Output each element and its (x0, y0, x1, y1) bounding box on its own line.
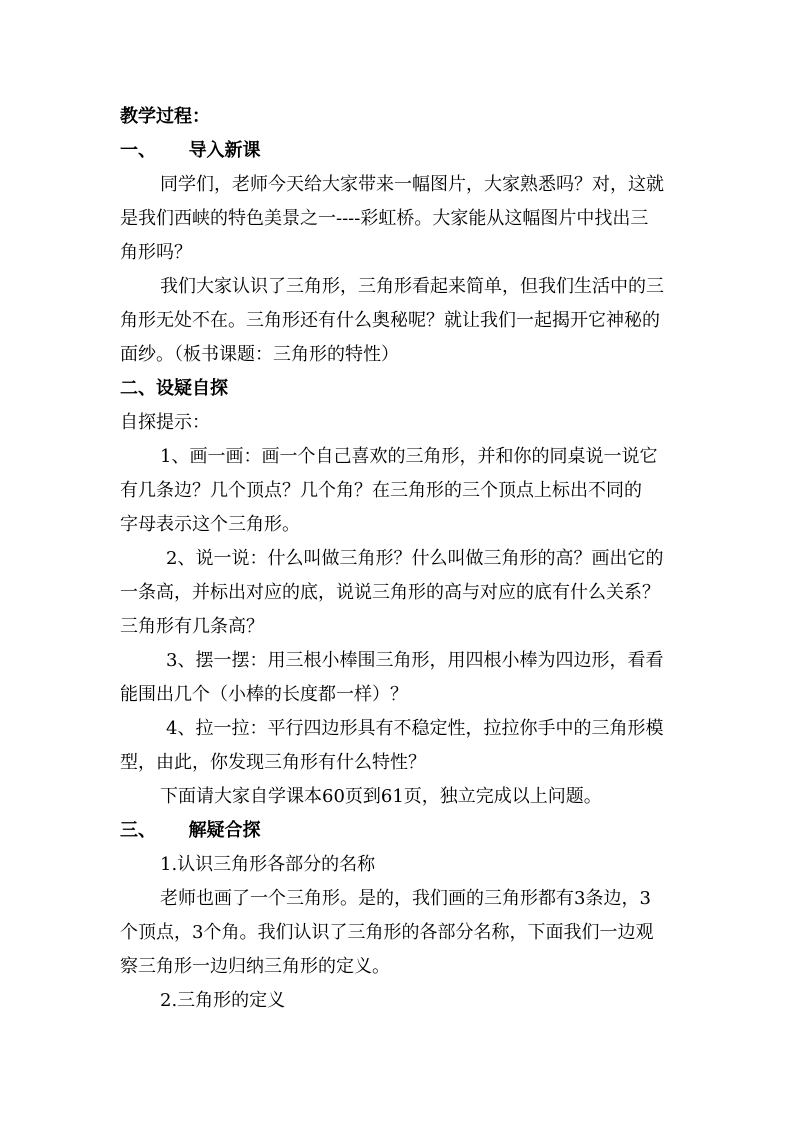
section2-item1-line3: 字母表示这个三角形。 (120, 514, 300, 535)
section3-p1-line2: 个顶点，3个角。我们认识了三角形的各部分名称，下面我们一边观 (120, 922, 654, 943)
section3-subheading2: 2.三角形的定义 (160, 990, 286, 1011)
section1-p1-line1: 同学们，老师今天给大家带来一幅图片，大家熟悉吗？对，这就 (160, 174, 664, 195)
section2-heading: 二、设疑自探 (120, 378, 228, 399)
section1-p2-line2: 角形无处不在。三角形还有什么奥秘呢？就让我们一起揭开它神秘的 (120, 310, 660, 331)
section3-p1-line3: 察三角形一边归纳三角形的定义。 (120, 956, 390, 977)
section3-number: 三、 (120, 820, 156, 841)
section2-item4-line2: 型，由此，你发现三角形有什么特性？ (120, 752, 426, 773)
section2-item3-line2: 能围出几个（小棒的长度都一样）？ (120, 684, 408, 705)
section1-p1-line2: 是我们西峡的特色美景之一----彩虹桥。大家能从这幅图片中找出三 (120, 208, 649, 229)
section2-item2-line2: 一条高，并标出对应的底，说说三角形的高与对应的底有什么关系？ (120, 582, 660, 603)
section3-heading (120, 818, 261, 844)
section2-item1-line2: 有几条边？几个顶点？几个角？在三角形的三个顶点上标出不同的 (120, 480, 642, 501)
section2-closing: 下面请大家自学课本60页到61页，独立完成以上问题。 (160, 786, 602, 807)
section3-title: 解疑合探 (188, 820, 261, 841)
section1-p2-line1: 我们大家认识了三角形，三角形看起来简单，但我们生活中的三 (160, 276, 664, 297)
section1-p1-line3: 角形吗？ (120, 242, 192, 263)
section1-title: 导入新课 (188, 140, 261, 161)
section2-item2-line1: 2、说一说：什么叫做三角形？什么叫做三角形的高？画出它的 (166, 548, 664, 569)
section1-number: 一、 (120, 140, 156, 161)
section2-item1-line1: 1、画一画：画一个自己喜欢的三角形，并和你的同桌说一说它 (160, 446, 658, 467)
section2-hint: 自探提示： (120, 412, 210, 433)
section1-p2-line3: 面纱。（板书课题：三角形的特性） (120, 344, 399, 365)
section2-item3-line1: 3、摆一摆：用三根小棒围三角形，用四根小棒为四边形，看看 (166, 650, 664, 671)
section3-p1-line1: 老师也画了一个三角形。是的，我们画的三角形都有3条边，3 (160, 888, 651, 909)
section1-heading (120, 138, 261, 164)
section3-subheading1: 1.认识三角形各部分的名称 (160, 854, 376, 875)
section2-item2-line3: 三角形有几条高？ (120, 616, 264, 637)
section2-item4-line1: 4、拉一拉：平行四边形具有不稳定性，拉拉你手中的三角形模 (166, 718, 664, 739)
doc-heading: 教学过程： (120, 106, 210, 127)
